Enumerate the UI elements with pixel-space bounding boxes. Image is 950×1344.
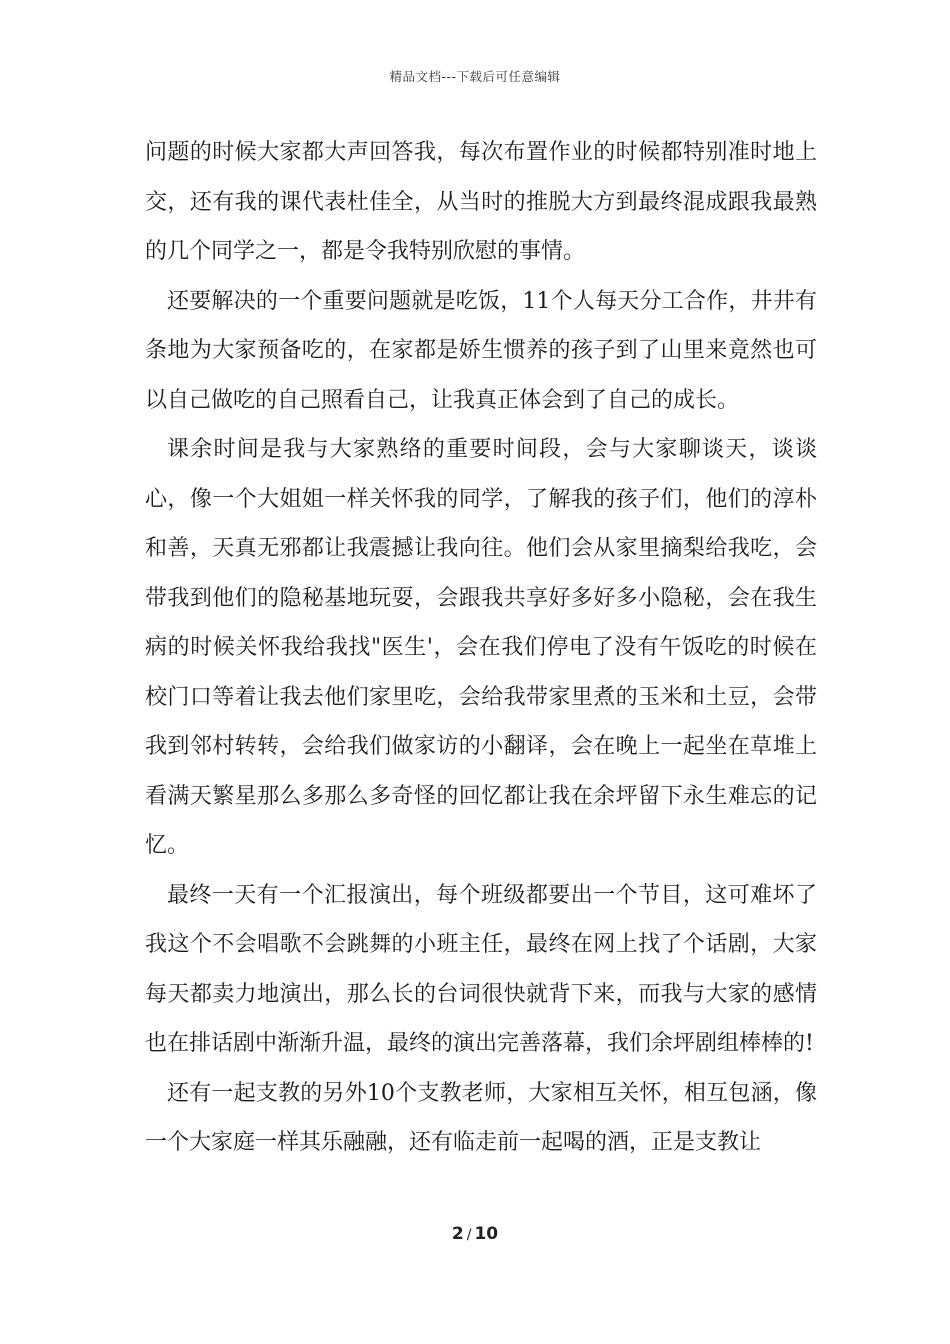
current-page-number: 2 (451, 1224, 464, 1244)
page-number (0, 1224, 950, 1244)
page-header: 精品文档---下载后可任意编辑 (389, 69, 561, 84)
paragraph: 问题的时候大家都大声回答我，每次布置作业的时候都特别准时地上交，还有我的课代表杜佳全，从当时的推脱大方到最终混成跟我最熟的几个同学之一，都是令我特别欣慰的事情。 (145, 140, 817, 264)
paragraph: 还要解决的一个重要问题就是吃饭，11个人每天分工合作，井井有条地为大家预备吃的，在家都是娇生惯养的孩子到了山里来竟然也可以自己做吃的自己照看自己，让我真正体会到了自己的成长。 (145, 288, 817, 413)
total-page-count: 10 (474, 1224, 499, 1244)
paragraph: 最终一天有一个汇报演出，每个班级都要出一个节目，这可难坏了我这个不会唱歌不会跳舞的小班主任，最终在网上找了个话剧，大家每天都卖力地演出，那么长的台词很快就背下来，而我与大家的感情也在排话剧中渐渐升温，最终的演出完善落幕，我们余坪剧组棒棒的! (145, 882, 817, 1056)
paragraph: 课余时间是我与大家熟络的重要时间段，会与大家聊谈天，谈谈心，像一个大姐姐一样关怀我的同学，了解我的孩子们，他们的淳朴和善，天真无邪都让我震撼让我向往。他们会从家里摘梨给我吃，会带我到他们的隐秘基地玩耍，会跟我共享好多好多小隐秘，会在我生病的时候关怀我给我找"医生'，会在我们停电了没有午饭吃的时候在校门口等着让我去他们家里吃，会给我带家里煮的玉米和土豆，会带我到邻村转转，会给我们做家访的小翻译，会在晚上一起坐在草堆上看满天繁星那么多那么多奇怪的回忆都让我在余坪留下永生难忘的记忆。 (145, 437, 817, 858)
paragraph: 还有一起支教的另外10个支教老师，大家相互关怀，相互包涵，像一个大家庭一样其乐融融，还有临走前一起喝的酒，正是支教让 (145, 1080, 817, 1155)
body-text (145, 128, 817, 1168)
page-separator: / (466, 1227, 472, 1243)
